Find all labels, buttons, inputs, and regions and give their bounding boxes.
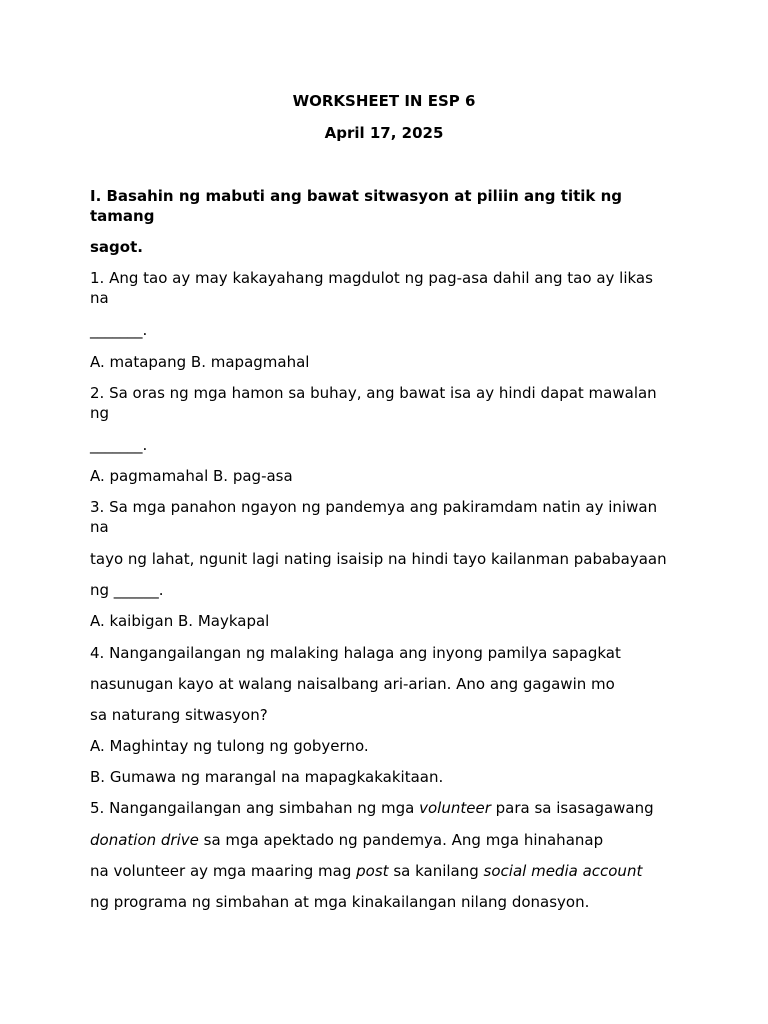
question-5-line-3-part-a: na volunteer ay mga maaring mag xyxy=(90,862,357,880)
question-3-line-4: ng ______. xyxy=(90,581,164,599)
question-2-line-2: ng xyxy=(90,404,110,422)
worksheet-date: April 17, 2025 xyxy=(324,124,444,142)
question-4-choice-a: A. Maghintay ng tulong ng gobyerno. xyxy=(90,737,369,755)
question-5-line-3-part-c: sa kanilang xyxy=(388,862,484,880)
question-5-line-1 xyxy=(90,798,680,818)
question-3-line-1: 3. Sa mga panahon ngayon ng pandemya ang pakiramdam natin ay iniwan xyxy=(90,498,658,516)
worksheet-title: WORKSHEET IN ESP 6 xyxy=(292,92,476,110)
question-5-line-1-part-c: para sa isasagawang xyxy=(490,799,654,817)
instruction-line-2: tamang xyxy=(90,207,155,225)
question-5-line-1-part-a: 5. Nangangailangan ang simbahan ng mga xyxy=(90,799,420,817)
instruction-line-1: I. Basahin ng mabuti ang bawat sitwasyon at piliin ang titik ng xyxy=(90,187,623,205)
question-5-line-2-italic: donation drive xyxy=(90,831,199,849)
question-5-line-3 xyxy=(90,861,680,881)
question-1-line-1: 1. Ang tao ay may kakayahang magdulot ng pag-asa dahil ang tao ay likas xyxy=(90,269,653,287)
question-5-line-3-italic-account: social media account xyxy=(483,862,643,880)
instruction-line-3: sagot. xyxy=(90,238,143,256)
question-1-blank: _______. xyxy=(90,321,148,339)
question-2-choices: A. pagmamahal B. pag-asa xyxy=(90,467,293,485)
question-3-line-2: na xyxy=(90,518,109,536)
question-2-blank: _______. xyxy=(90,436,148,454)
question-1-line-2: na xyxy=(90,289,109,307)
question-5-line-4: ng programa ng simbahan at mga kinakailangan nilang donasyon. xyxy=(90,893,590,911)
question-5-line-2-part-b: sa mga apektado ng pandemya. Ang mga hinahanap xyxy=(198,831,604,849)
question-3-line-3: tayo ng lahat, ngunit lagi nating isaisip na hindi tayo kailanman pababayaan xyxy=(90,550,667,568)
question-4-line-2: nasunugan kayo at walang naisalbang ari-arian. Ano ang gagawin mo xyxy=(90,675,615,693)
question-5-line-2 xyxy=(90,830,680,850)
question-2-line-1: 2. Sa oras ng mga hamon sa buhay, ang bawat isa ay hindi dapat mawalan xyxy=(90,384,657,402)
question-4-choice-b: B. Gumawa ng marangal na mapagkakakitaan. xyxy=(90,768,444,786)
question-4-line-3: sa naturang sitwasyon? xyxy=(90,706,268,724)
question-4-line-1: 4. Nangangailangan ng malaking halaga ang inyong pamilya sapagkat xyxy=(90,644,621,662)
question-5-line-3-italic-post: post xyxy=(356,862,389,880)
question-1-choices: A. matapang B. mapagmahal xyxy=(90,353,310,371)
question-3-choices: A. kaibigan B. Maykapal xyxy=(90,612,270,630)
question-5-line-1-italic: volunteer xyxy=(419,799,491,817)
